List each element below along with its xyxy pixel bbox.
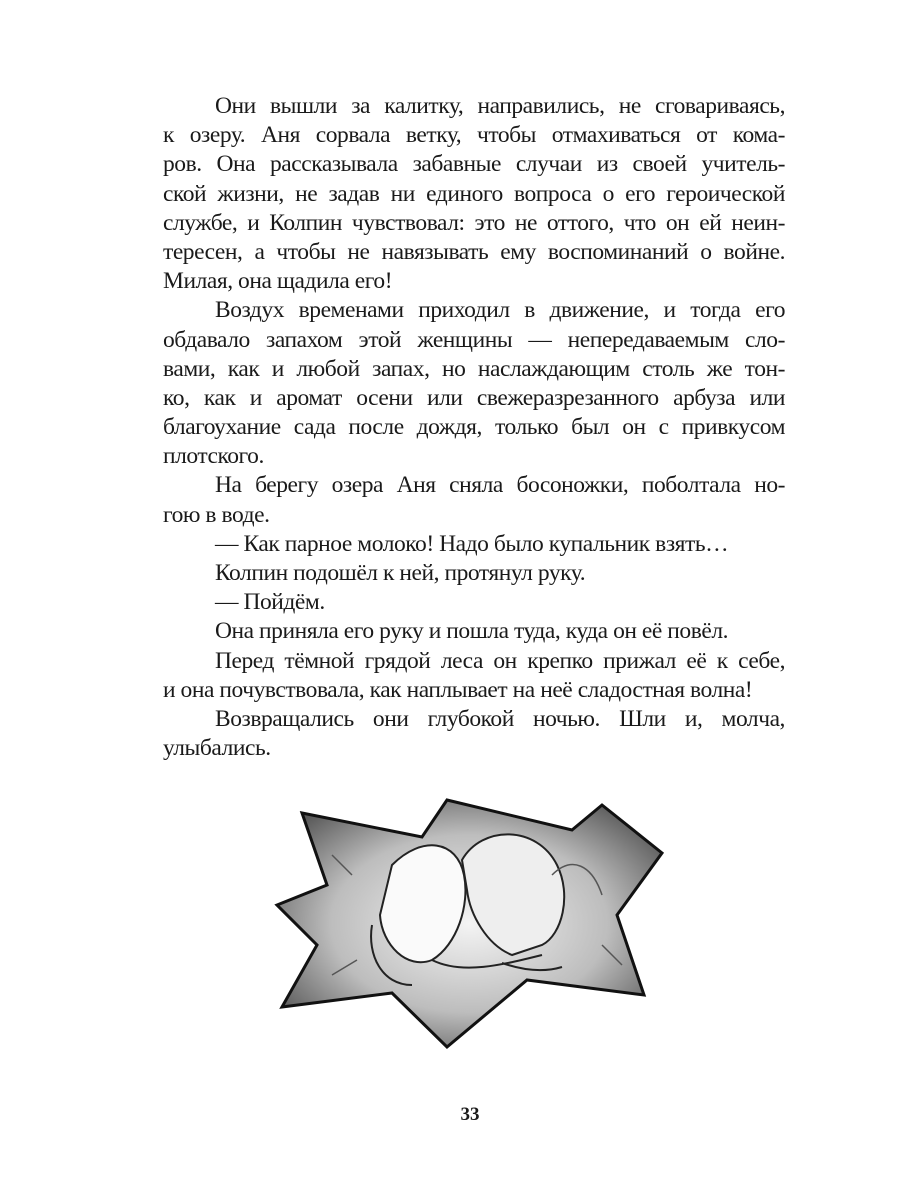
text-line: — Как парное молоко! Надо было купальник взять… bbox=[215, 530, 729, 557]
text-line: ской жизни, не задав ни единого вопроса о его героической bbox=[163, 180, 785, 207]
text-line: Милая, она щадила его! bbox=[163, 268, 393, 295]
text-line: обдавало запахом этой женщины — непередаваемым сло- bbox=[163, 326, 785, 353]
page-number: 33 bbox=[460, 1104, 480, 1125]
text-line: Она приняла его руку и пошла туда, куда он её повёл. bbox=[215, 618, 729, 645]
text-line: Они вышли за калитку, направились, не сговариваясь, bbox=[215, 93, 785, 119]
illustration-kissing-couple bbox=[272, 795, 668, 1050]
body-text bbox=[163, 92, 785, 763]
text-line: Возвращались они глубокой ночью. Шли и, молча, bbox=[215, 705, 785, 732]
text-line: — Пойдём. bbox=[215, 589, 325, 616]
kissing-couple-drawing-icon bbox=[272, 795, 668, 1050]
text-line: Колпин подошёл к ней, протянул руку. bbox=[215, 560, 586, 586]
text-line: Воздух временами приходил в движение, и тогда его bbox=[215, 297, 785, 324]
text-line: к озеру. Аня сорвала ветку, чтобы отмахиваться от кома- bbox=[163, 122, 785, 149]
text-line: плотского. bbox=[163, 443, 264, 470]
text-line: службе, и Колпин чувствовал: это не оттого, что он ей неин- bbox=[163, 209, 785, 236]
text-line: Перед тёмной грядой леса он крепко прижал её к себе, bbox=[215, 647, 785, 674]
text-line: ко, как и аромат осени или свежеразрезанного арбуза или bbox=[163, 384, 785, 411]
text-line: ров. Она рассказывала забавные случаи из своей учитель- bbox=[163, 151, 785, 178]
text-line: улыбались. bbox=[163, 735, 271, 762]
text-line: благоухание сада после дождя, только был он с привкусом bbox=[163, 414, 785, 441]
text-line: тересен, а чтобы не навязывать ему воспоминаний о войне. bbox=[163, 238, 785, 265]
text-line: вами, как и любой запах, но наслаждающим столь же тон- bbox=[163, 355, 785, 382]
text-line: На берегу озера Аня сняла босоножки, поболтала но- bbox=[215, 472, 785, 499]
text-line: гою в воде. bbox=[163, 501, 270, 528]
text-line: и она почувствовала, как наплывает на неё сладостная волна! bbox=[163, 676, 753, 703]
